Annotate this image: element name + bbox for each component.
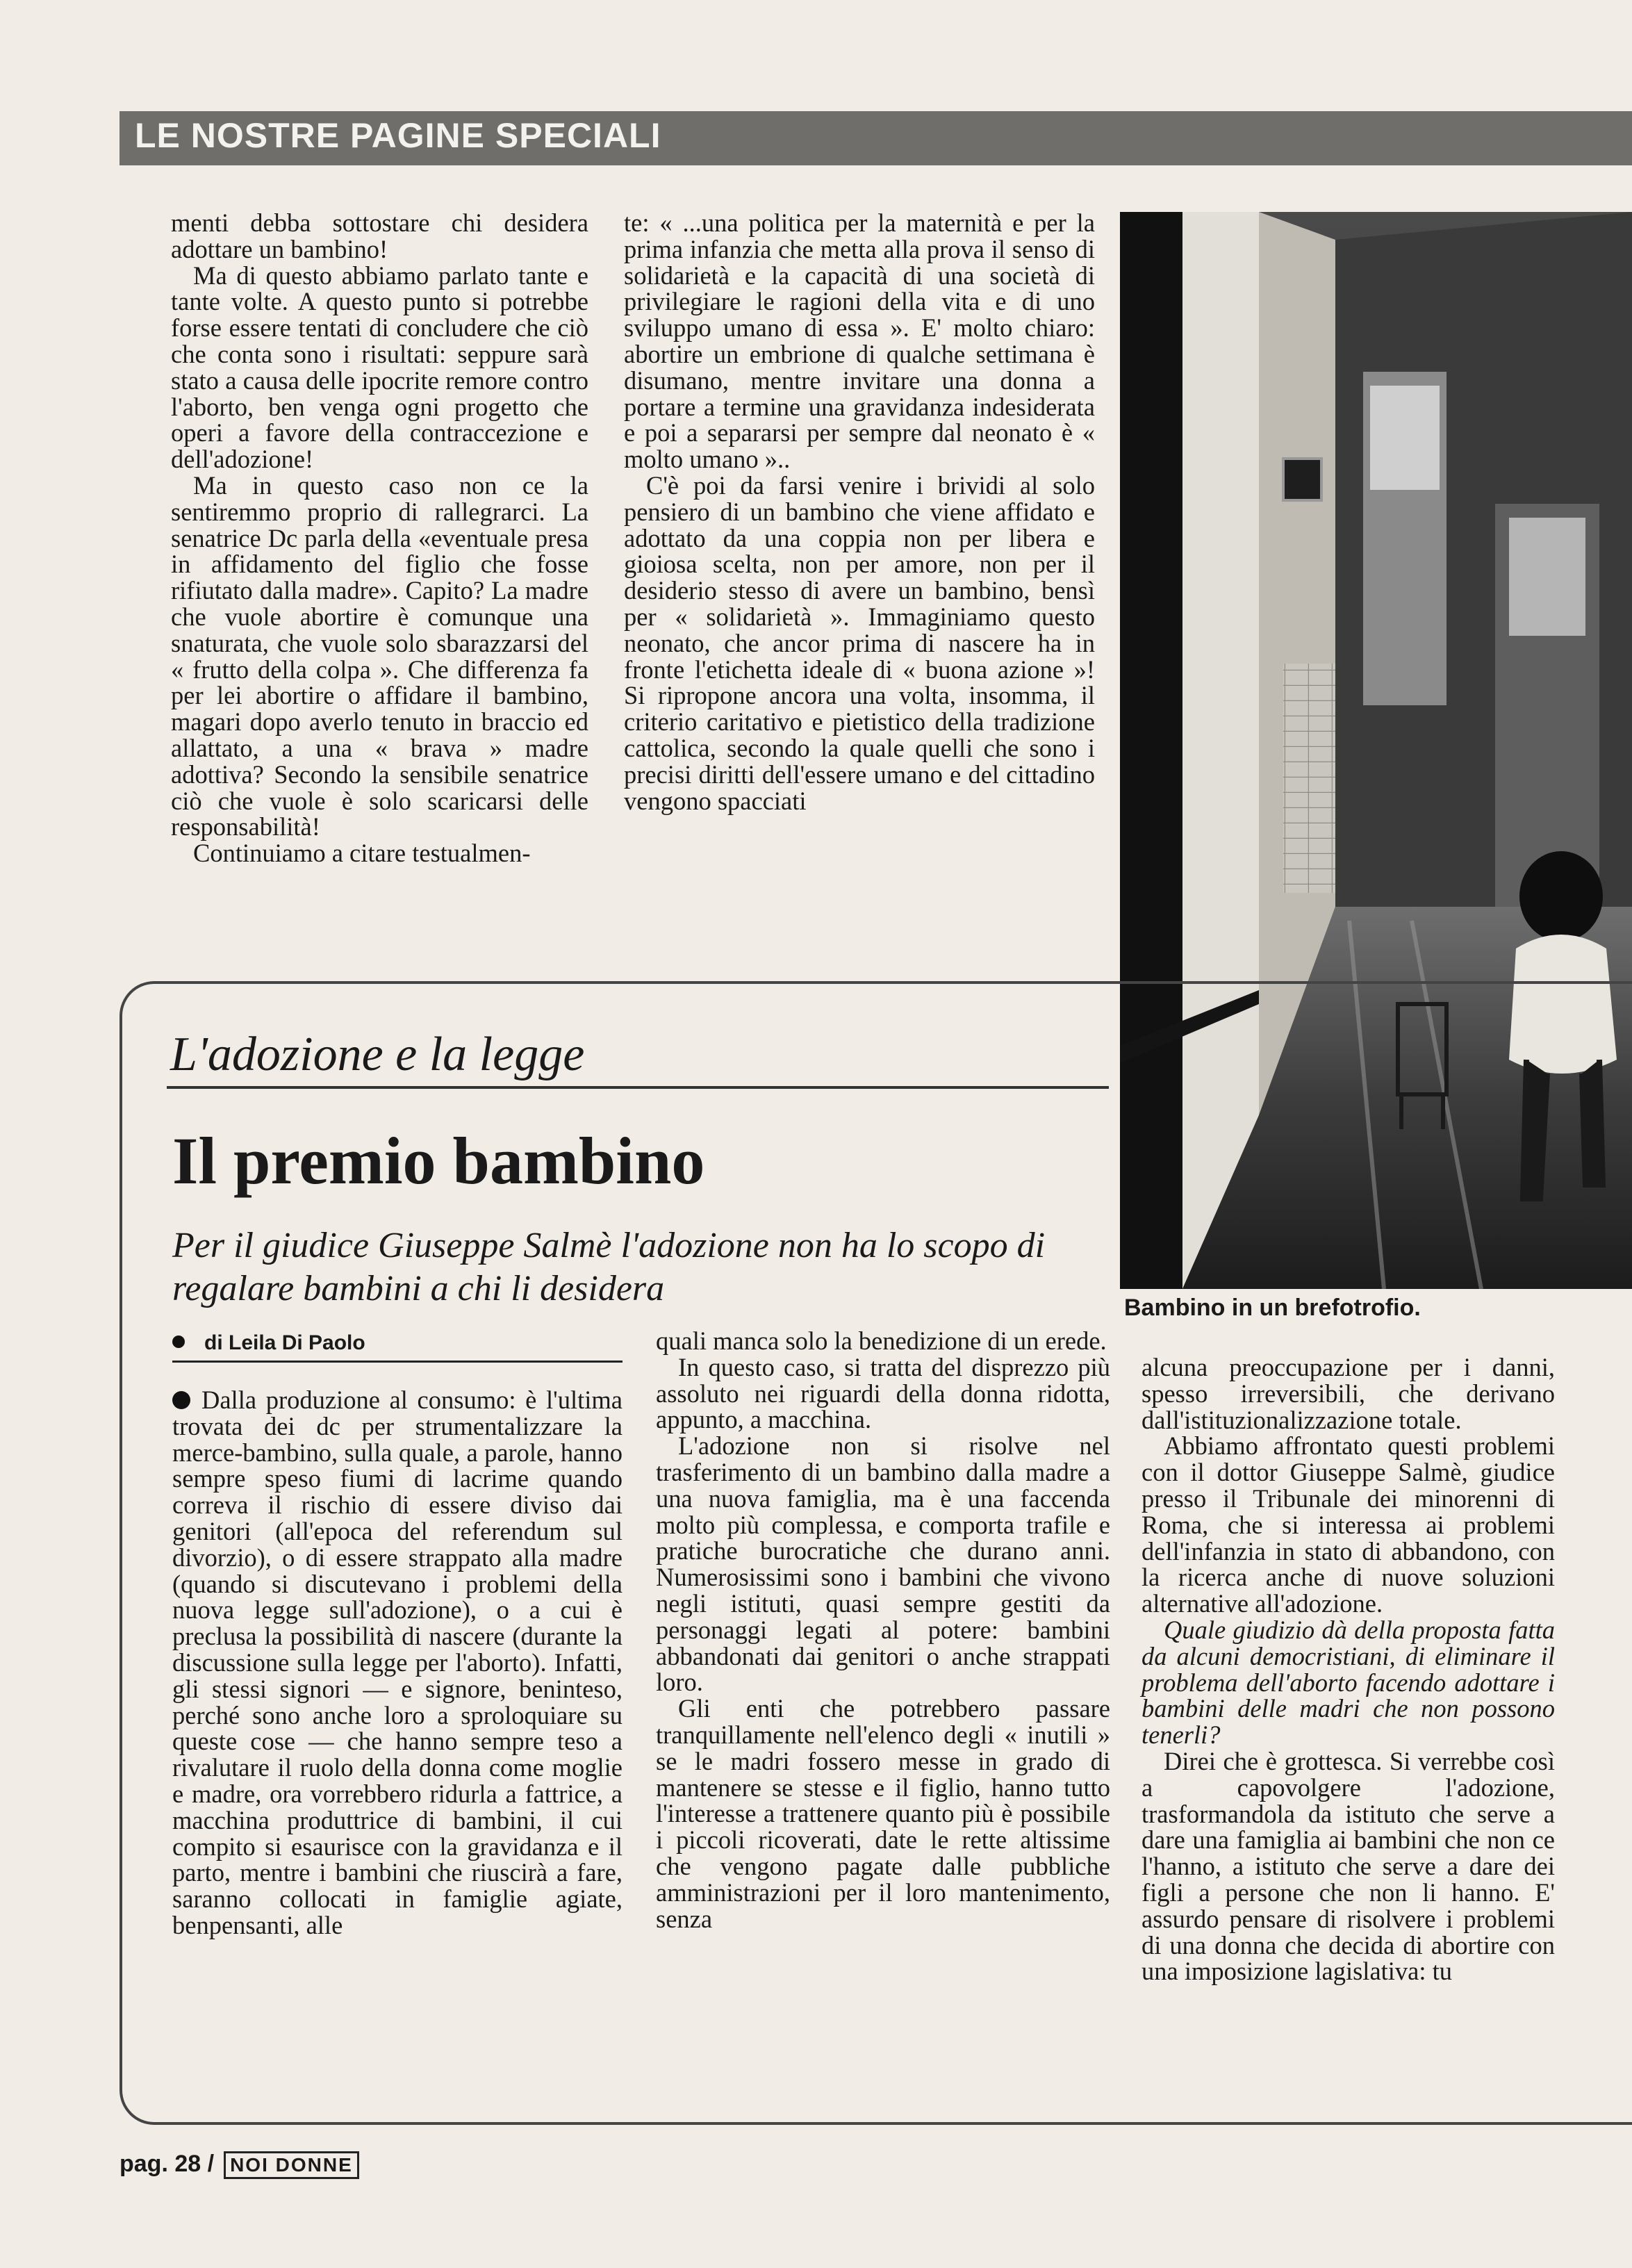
article-column-3 [1141,1354,1555,1984]
intro-paragraph: menti debba sottostare chi desidera adottare un bambino! [171,208,588,263]
interview-question: Quale giudizio dà della proposta fatta da alcuni democristiani, di eliminare il problema dell'aborto facendo adottare i bambini delle madri che non possono tenerli? [1141,1615,1555,1750]
intro-paragraph: Continuiamo a citare testualmen- [193,839,531,868]
article-paragraph: quali manca solo la benedizione di un erede. [656,1326,1107,1355]
article-paragraph: In questo caso, si tratta del disprezzo più assoluto nei riguardi della donna ridotta, appunto, a macchina. [656,1352,1110,1434]
section-banner [119,111,1632,165]
byline-rule [172,1361,623,1363]
article-byline [172,1331,365,1355]
article-kicker: L'adozione e la legge [170,1028,585,1081]
page-footer [119,2151,359,2179]
article-paragraph: Gli enti che potrebbero passare tranquillamente nell'elenco degli « inutili » se le madri fossero messe in grado di mantenere se stesse e il figlio, hanno tutto l'interesse a trattenere quanto più è possibile i piccoli ricoverati, date le rette altissime che vengono pagate dalle pubbliche amministrazioni per il loro mantenimento, senza [656,1694,1110,1933]
article-title: Il premio bambino [172,1124,705,1198]
photo-caption: Bambino in un brefotrofio. [1124,1295,1421,1321]
kicker-rule [167,1086,1109,1089]
article-paragraph [172,1387,623,1939]
article-column-2 [656,1328,1110,1932]
magazine-logo: NOI DONNE [224,2151,359,2179]
article-paragraph: L'adozione non si risolve nel trasferimento di un bambino dalla madre a una nuova famiglia, ma è una faccenda molto più complessa, e comporta trafile e pratiche burocratiche che durano anni. Numerosissimi sono i bambini che vivono negli istituti, quasi sempre gestiti da personaggi legati al potere: bambini abbandonati dai genitori o anche strappati loro. [656,1431,1110,1697]
intro-paragraph: C'è poi da farsi venire i brividi al solo pensiero di un bambino che viene affidato e adottato da una coppia non per libera e gioiosa scelta, non per amore, non per il desiderio stesso di avere un bambino, bensì per « solidarietà ». Immaginiamo questo neonato, che ancor prima di nascere ha in fronte l'etichetta ideale di « buona azione »! Si ripropone ancora una volta, insomma, il criterio caritativo e pietistico della tradizione cattolica, secondo la quale quelli che sono i precisi diritti dell'essere umano e del cittadino vengono spacciati [624,470,1095,815]
intro-paragraph: te: « ...una politica per la maternità e per la prima infanzia che metta alla prova il senso di solidarietà e la capacità di una società di privilegiare le ragioni della vita e di uno sviluppo umano di essa ». E' molto chiaro: abortire un embrione di qualche settimana è disumano, mentre invitare una donna a portare a termine una gravidanza indesiderata e poi a separarsi per sempre dal neonato è « molto umano ».. [624,208,1095,474]
article-paragraph: alcuna preoccupazione per i danni, spesso irreversibili, che derivano dall'istituzionalizzazione totale. [1141,1353,1555,1434]
lead-bullet-icon [172,1391,190,1409]
intro-column-2 [624,210,1095,814]
article-column-1 [172,1387,623,1939]
article-subtitle: Per il giudice Giuseppe Salmè l'adozione non ha lo scopo di regalare bambini a chi li desidera [172,1226,1046,1308]
bullet-icon [172,1336,185,1348]
intro-column-1 [171,210,588,866]
page-number: pag. 28 / [119,2151,215,2177]
section-banner-label: LE NOSTRE PAGINE SPECIALI [135,116,661,155]
article-paragraph: Abbiamo affrontato questi problemi con il dottor Giuseppe Salmè, giudice presso il Tribunale dei minorenni di Roma, che si interessa ai problemi dell'infanzia in stato di abbandono, con la ricerca anche di nuove soluzioni alternative all'adozione. [1141,1431,1555,1618]
article-paragraph: Direi che è grottesca. Si verrebbe così a capovolgere l'adozione, trasformandola da istituto che serve a dare una famiglia ai bambini che non ce l'hanno, a istituto che serve a dare dei figli a persone che non li hanno. E' assurdo pensare di risolvere i problemi di una donna che decida di abortire con una imposizione lagislativa: tu [1141,1746,1555,1986]
byline-author: di Leila Di Paolo [204,1331,365,1354]
intro-paragraph: Ma di questo abbiamo parlato tante e tante volte. A questo punto si potrebbe forse essere tentati di concludere che ciò che conta sono i risultati: seppure sarà stato a causa delle ipocrite remore contro l'aborto, ben venga ogni progetto che operi a favore della contraccezione e dell'adozione! [171,261,588,474]
intro-paragraph: Ma in questo caso non ce la sentiremmo proprio di rallegrarci. La senatrice Dc parla della «eventuale presa in affidamento del figlio che fosse rifiutato dalla madre». Capito? La madre che vuole abortire è comunque una snaturata, che vuole solo sbarazzarsi del « frutto della colpa ». Che differenza fa per lei abortire o affidare il bambino, magari dopo averlo tenuto in braccio ed allattato, a una « brava » madre adottiva? Secondo la sensibile senatrice ciò che vuole è solo scaricarsi delle responsabilità! [171,470,588,841]
article-paragraph-text: Dalla produzione al consumo: è l'ultima trovata dei dc per strumentalizzare la merce-bambino, sulla quale, a parole, hanno sempre speso fiumi di lacrime quando correva il rischio di essere diviso dai genitori (all'epoca del referendum sul divorzio), o di essere strappato alla madre (quando si discutevano i problemi della nuova legge sull'adozione), o a cui è preclusa la possibilità di nascere (durante la discussione sulla legge per l'aborto). Infatti, gli stessi signori — e signore, beninteso, perché sono anche loro a sproloquiare su queste cose — che hanno sempre teso a rivalutare il ruolo della donna come moglie e madre, ora vorrebbero ridurla a fattrice, a macchina produttrice di bambini, il cui compito si esaurisce con la gravidanza e il parto, mentre i bambini che riuscirà a fare, saranno collocati in famiglie agiate, benpensanti, alle [172,1386,623,1939]
